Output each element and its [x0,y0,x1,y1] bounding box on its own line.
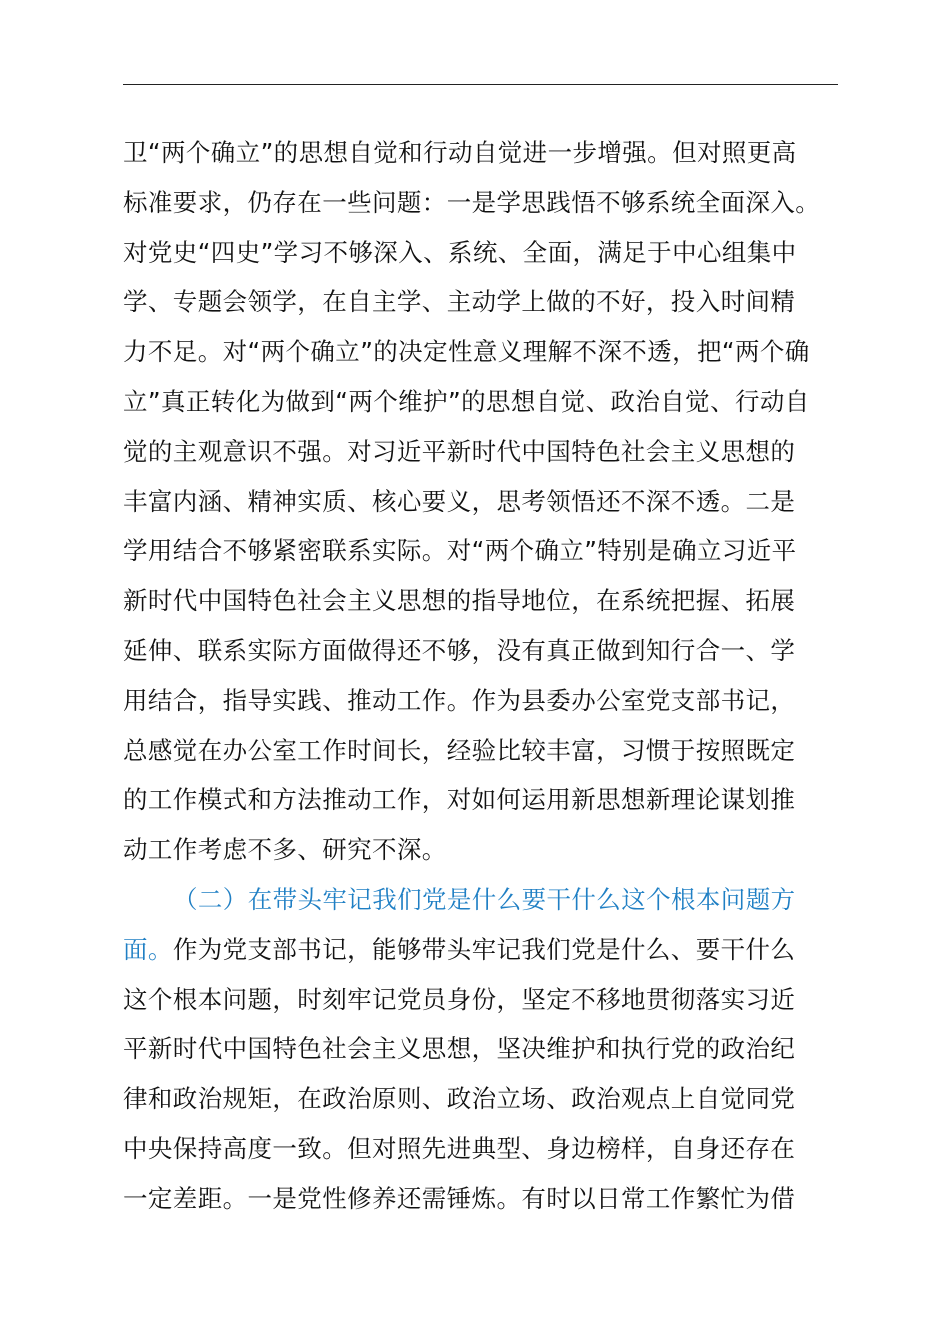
line-text: 用结合，指导实践、推动工作。作为县委办公室党支部书记， [123,685,796,715]
line-text: 平新时代中国特色社会主义思想，坚决维护和执行党的政治纪 [123,1034,796,1064]
header-rule [123,84,838,85]
text-line [123,277,843,327]
line-text: 力不足。对“两个确立”的决定性意义理解不深不透，把“两个确 [123,337,810,367]
line-text: 新时代中国特色社会主义思想的指导地位，在系统把握、拓展 [123,586,796,616]
line-text: 卫“两个确立”的思想自觉和行动自觉进一步增强。但对照更高 [123,138,797,167]
text-line [123,526,843,576]
line-text: 丰富内涵、精神实质、核心要义，思考领悟还不深不透。二是 [123,486,796,516]
line-text: 动工作考虑不多、研究不深。 [123,835,447,865]
text-line [123,726,843,776]
text-line [123,825,843,875]
line-text: 延伸、联系实际方面做得还不够，没有真正做到知行合一、学 [123,635,796,665]
line-text: 学、专题会领学，在自主学、主动学上做的不好，投入时间精 [123,287,796,317]
text-line [123,626,843,676]
text-line [123,975,843,1025]
line-text: 中央保持高度一致。但对照先进典型、身边榜样，自身还存在 [123,1133,796,1163]
section-heading [123,875,843,925]
text-line [123,178,843,228]
line-text: 作为党支部书记，能够带头牢记我们党是什么、要干什么 [172,934,796,964]
line-text: 学用结合不够紧密联系实际。对“两个确立”特别是确立习近平 [123,536,797,566]
text-line [123,576,843,626]
line-text: 一定差距。一是党性修养还需锤炼。有时以日常工作繁忙为借 [123,1183,796,1213]
text-line [123,377,843,427]
text-line [123,775,843,825]
text-line [123,925,843,975]
text-line [123,228,843,278]
document-body [123,128,843,1224]
text-line [123,1024,843,1074]
text-line [123,128,843,178]
text-line [123,676,843,726]
line-text: 的工作模式和方法推动工作，对如何运用新思想新理论谋划推 [123,785,796,815]
text-line [123,327,843,377]
line-text: 标准要求，仍存在一些问题：一是学思践悟不够系统全面深入。 [123,187,821,217]
text-line [123,1174,843,1224]
line-text: 律和政治规矩，在政治原则、政治立场、政治观点上自觉同党 [123,1084,796,1114]
text-line [123,477,843,527]
text-line [123,427,843,477]
line-text: 觉的主观意识不强。对习近平新时代中国特色社会主义思想的 [123,436,796,466]
text-line [123,1074,843,1124]
line-text: 这个根本问题，时刻牢记党员身份，坚定不移地贯彻落实习近 [123,984,796,1014]
line-text: 立”真正转化为做到“两个维护”的思想自觉、政治自觉、行动自 [123,386,810,416]
text-line [123,1124,843,1174]
heading-text: （二）在带头牢记我们党是什么要干什么这个根本问题方 [173,884,796,914]
heading-text: 面。 [123,934,173,964]
line-text: 对党史“四史”学习不够深入、系统、全面，满足于中心组集中 [123,237,797,267]
line-text: 总感觉在办公室工作时间长，经验比较丰富，习惯于按照既定 [123,735,796,765]
